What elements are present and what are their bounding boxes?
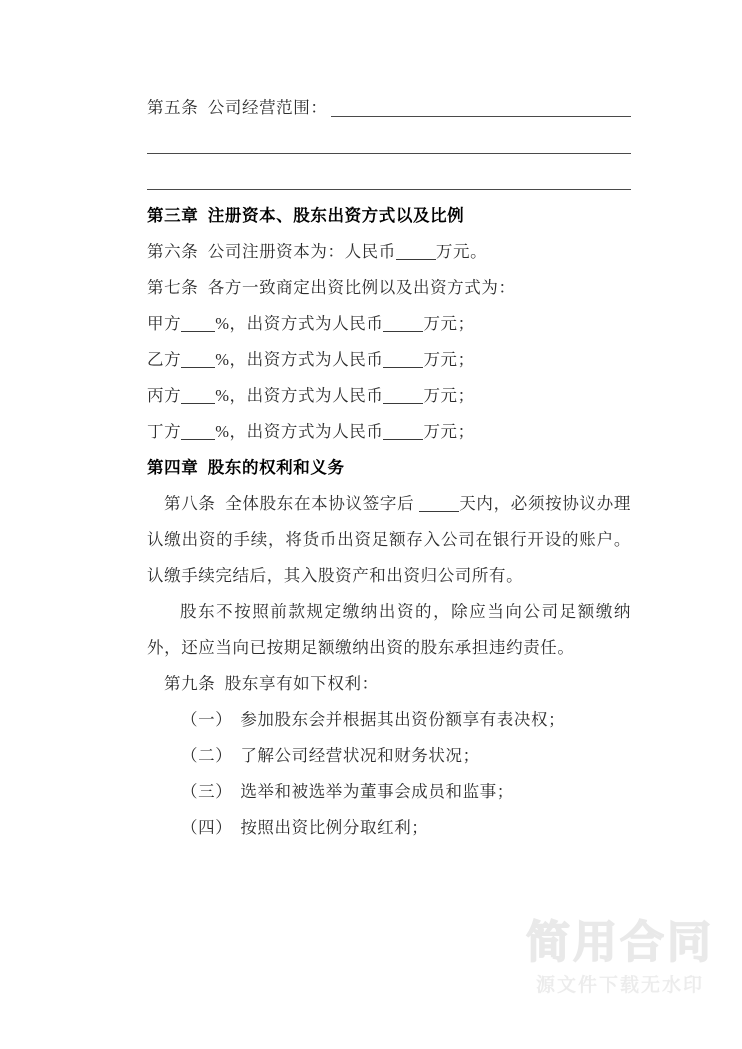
party-mid-text: %，出资方式为人民币	[215, 350, 384, 369]
party-label: 丙方	[147, 386, 182, 405]
article-8-label: 第八条	[164, 494, 216, 513]
party-amount-blank[interactable]	[383, 331, 423, 332]
article-6-label: 第六条	[147, 242, 199, 261]
article-8-paragraph	[147, 486, 631, 594]
article-5-text: 公司经营范围：	[207, 98, 328, 117]
rights-item-number: （一）	[181, 710, 233, 729]
contribution-row	[147, 378, 631, 414]
party-mid-text: %，出资方式为人民币	[215, 314, 384, 333]
article-9-text: 股东享有如下权利：	[224, 674, 379, 693]
rights-item-number: （三）	[181, 782, 233, 801]
contribution-row	[147, 342, 631, 378]
chapter-4-title: 股东的权利和义务	[207, 458, 345, 477]
party-percent-blank[interactable]	[181, 331, 215, 332]
rights-list-item	[147, 810, 631, 846]
business-scope-blank-line-1[interactable]	[331, 116, 631, 117]
watermark-brand-text: 简用合同	[526, 916, 714, 968]
article-5-line	[147, 90, 631, 126]
rights-list-item	[147, 774, 631, 810]
contribution-row	[147, 306, 631, 342]
party-amount-blank[interactable]	[383, 439, 423, 440]
party-mid-text: %，出资方式为人民币	[215, 422, 384, 441]
watermark	[526, 916, 714, 997]
registered-capital-blank[interactable]	[396, 259, 436, 260]
contribution-row	[147, 414, 631, 450]
article-9-line	[147, 666, 631, 702]
article-6-text-before: 公司注册资本为：人民币	[207, 242, 396, 261]
article-7-line	[147, 270, 631, 306]
article-8-paragraph-2: 股东不按照前款规定缴纳出资的，除应当向公司足额缴纳外，还应当向已按期足额缴纳出资的股东承担违约责任。	[147, 602, 631, 657]
chapter-4-heading	[147, 450, 631, 486]
business-scope-blank-line-3[interactable]	[147, 189, 631, 190]
chapter-3-heading	[147, 198, 631, 234]
document-body	[147, 90, 631, 846]
party-percent-blank[interactable]	[181, 403, 215, 404]
rights-item-text: 按照出资比例分取红利；	[240, 818, 429, 837]
party-label: 甲方	[147, 314, 182, 333]
article-7-text: 各方一致商定出资比例以及出资方式为：	[207, 278, 516, 297]
business-scope-blank-row-2	[147, 126, 631, 162]
article-8-text-after: 天内，必须按协议办理认缴出资的手续，将货币出资足额存入公司在银行开设的账户。认缴手续完结后，其入股资产和出资归公司所有。	[147, 494, 632, 585]
party-end-text: 万元；	[423, 386, 475, 405]
days-blank[interactable]	[419, 511, 459, 512]
watermark-tagline-text: 源文件下载无水印	[535, 974, 704, 996]
party-percent-blank[interactable]	[181, 439, 215, 440]
party-label: 丁方	[147, 422, 182, 441]
article-6-text-after: 万元。	[435, 242, 488, 261]
party-amount-blank[interactable]	[383, 367, 423, 368]
party-mid-text: %，出资方式为人民币	[215, 386, 384, 405]
chapter-4-number: 第四章	[147, 458, 199, 477]
party-end-text: 万元；	[423, 314, 475, 333]
party-percent-blank[interactable]	[181, 367, 215, 368]
rights-item-text: 了解公司经营状况和财务状况；	[240, 746, 480, 765]
business-scope-blank-row-3	[147, 162, 631, 198]
rights-item-text: 选举和被选举为董事会成员和监事；	[240, 782, 514, 801]
rights-item-number: （二）	[181, 746, 233, 765]
rights-item-text: 参加股东会并根据其出资份额享有表决权；	[240, 710, 566, 729]
chapter-3-title: 注册资本、股东出资方式以及比例	[207, 206, 465, 225]
chapter-3-number: 第三章	[147, 206, 199, 225]
article-8-text-before: 全体股东在本协议签字后	[225, 494, 415, 513]
article-6-line	[147, 234, 631, 270]
rights-item-number: （四）	[181, 818, 233, 837]
party-end-text: 万元；	[423, 422, 475, 441]
article-5-label: 第五条	[147, 98, 199, 117]
party-amount-blank[interactable]	[383, 403, 423, 404]
party-label: 乙方	[147, 350, 182, 369]
rights-list-item	[147, 738, 631, 774]
rights-list-item	[147, 702, 631, 738]
business-scope-blank-line-2[interactable]	[147, 153, 631, 154]
article-9-label: 第九条	[164, 674, 216, 693]
article-7-label: 第七条	[147, 278, 199, 297]
party-end-text: 万元；	[423, 350, 475, 369]
